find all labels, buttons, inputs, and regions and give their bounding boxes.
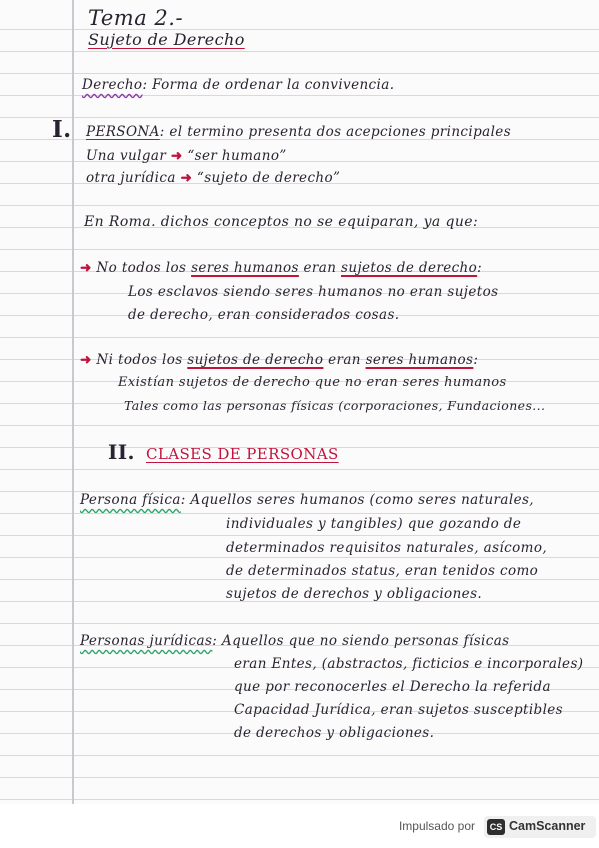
juridicas-line3: que por reconocerles el Derecho la referida bbox=[234, 679, 551, 695]
camscanner-icon: CS bbox=[487, 819, 505, 835]
fisica-line1: Persona física: Aquellos seres humanos (como seres naturales, bbox=[80, 492, 534, 508]
bullet1-line3: de derecho, eran considerados cosas. bbox=[128, 307, 400, 323]
fisica-line3: determinados requisitos naturales, asícomo, bbox=[226, 540, 548, 556]
camscanner-name: CamScanner bbox=[509, 819, 586, 833]
section1-line3: otra jurídica ➜ “sujeto de derecho” bbox=[86, 170, 341, 186]
page-subtitle: Sujeto de Derecho bbox=[88, 30, 245, 49]
rome-line: En Roma. dichos conceptos no se equiparan, ya que: bbox=[84, 214, 479, 230]
section2-heading: CLASES DE PERSONAS bbox=[146, 445, 339, 463]
bullet2-line3: Tales como las personas físicas (corporaciones, Fundaciones... bbox=[124, 398, 546, 413]
right-arrow-icon: ➜ bbox=[80, 352, 92, 368]
fisica-line2: individuales y tangibles) que gozando de bbox=[226, 516, 522, 532]
fisica-line5: sujetos de derechos y obligaciones. bbox=[226, 586, 483, 602]
section1-term: PERSONA bbox=[86, 124, 160, 140]
right-arrow-icon: ➜ bbox=[80, 260, 92, 276]
scanner-footer bbox=[0, 804, 599, 848]
right-arrow-icon: ➜ bbox=[170, 148, 183, 164]
camscanner-logo[interactable] bbox=[484, 816, 596, 838]
definition-line bbox=[82, 77, 394, 93]
powered-by-text: Impulsado por bbox=[398, 819, 475, 833]
definition-text: : Forma de ordenar la convivencia. bbox=[142, 77, 395, 93]
fisica-line4: de determinados status, eran tenidos como bbox=[226, 563, 539, 579]
bullet2-line2: Existían sujetos de derecho que no eran seres humanos bbox=[118, 375, 507, 390]
juridicas-line1: Personas jurídicas: Aquellos que no siendo personas físicas bbox=[80, 633, 510, 649]
bullet1-line2: Los esclavos siendo seres humanos no eran sujetos bbox=[128, 284, 499, 300]
juridicas-line4: Capacidad Jurídica, eran sujetos susceptibles bbox=[234, 702, 564, 718]
juridicas-term: Personas jurídicas bbox=[80, 633, 213, 649]
margin-line bbox=[72, 0, 74, 804]
section2-numeral: II. bbox=[108, 440, 135, 464]
fisica-term: Persona física bbox=[80, 492, 181, 508]
right-arrow-icon: ➜ bbox=[180, 170, 193, 186]
juridicas-line5: de derechos y obligaciones. bbox=[234, 725, 435, 741]
page-title: Tema 2.- bbox=[88, 6, 184, 30]
section1-line2: Una vulgar ➜ “ser humano” bbox=[86, 148, 287, 164]
section1-line1: PERSONA: el termino presenta dos acepciones principales bbox=[86, 124, 512, 140]
juridicas-line2: eran Entes, (abstractos, ficticios e incorporales) bbox=[234, 656, 584, 672]
definition-term: Derecho bbox=[82, 77, 143, 93]
section1-numeral: I. bbox=[52, 116, 72, 143]
bullet2-line1: ➜ Ni todos los sujetos de derecho eran seres humanos: bbox=[80, 352, 479, 368]
bullet1-line1: ➜ No todos los seres humanos eran sujetos de derecho: bbox=[80, 260, 483, 276]
